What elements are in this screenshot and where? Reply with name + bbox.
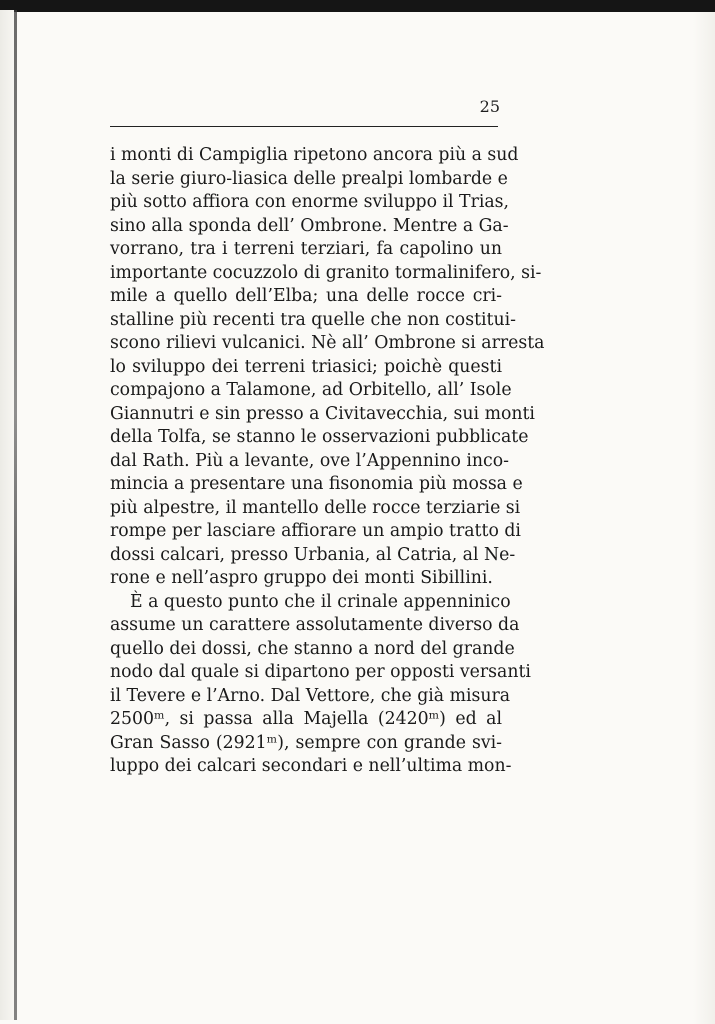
text-line: sino alla sponda dell’ Ombrone. Mentre a Ga- [110,215,509,236]
text-line: della Tolfa, se stanno le osservazioni pubblicate [110,427,529,447]
page-number: 25 [479,97,500,116]
text-line: mile a quello dell’Elba; una delle rocce cri- [110,286,502,306]
text-line: rompe per lasciare affiorare un ampio tratto di [110,521,521,541]
text-line: più alpestre, il mantello delle rocce terziarie si [110,497,521,518]
text-line: vorrano, tra i terreni terziari, fa capolino un [110,239,502,259]
text-line: i monti di Campiglia ripetono ancora più a sud [110,145,519,165]
header-rule [110,126,498,127]
text-line: la serie giuro-liasica delle prealpi lombarde e [110,168,508,189]
text-line: compajono a Talamone, ad Orbitello, all’ Isole [110,380,512,400]
text-line: importante cocuzzolo di granito tormalinifero, si- [110,262,542,283]
text-line: lo sviluppo dei terreni triasici; poichè questi [110,356,502,377]
text-line: quello dei dossi, che stanno a nord del grande [110,638,515,659]
text-line: Gran Sasso (2921ᵐ), sempre con grande svi- [110,732,502,753]
text-line: dal Rath. Più a levante, ove l’Appennino inco- [110,450,509,471]
body-text [110,144,545,779]
text-line: 2500ᵐ, si passa alla Majella (2420ᵐ) ed al [110,709,502,729]
text-line: luppo dei calcari secondari e nell’ultima mon- [110,756,512,776]
text-line: più sotto affiora con enorme sviluppo il Trias, [110,192,510,212]
page-binding-edge [14,10,17,1020]
text-line: stalline più recenti tra quelle che non costitui- [110,309,516,330]
text-line: mincia a presentare una fisonomia più mossa e [110,474,523,494]
text-line: rone e nell’aspro gruppo dei monti Sibillini. [110,568,493,588]
text-line: scono rilievi vulcanici. Nè all’ Ombrone si arresta [110,333,545,353]
scan-left-margin [0,10,14,1020]
text-line: assume un carattere assolutamente diverso da [110,615,520,635]
scan-top-border [0,0,715,12]
text-line: Giannutri e sin presso a Civitavecchia, sui monti [110,403,535,424]
text-line: il Tevere e l’Arno. Dal Vettore, che già misura [110,685,511,706]
text-line: È a questo punto che il crinale appenninico [130,591,511,612]
scan-right-margin [693,12,715,1024]
text-line: dossi calcari, presso Urbania, al Catria, al Ne- [110,544,516,565]
text-line: nodo dal quale si dipartono per opposti versanti [110,662,531,682]
